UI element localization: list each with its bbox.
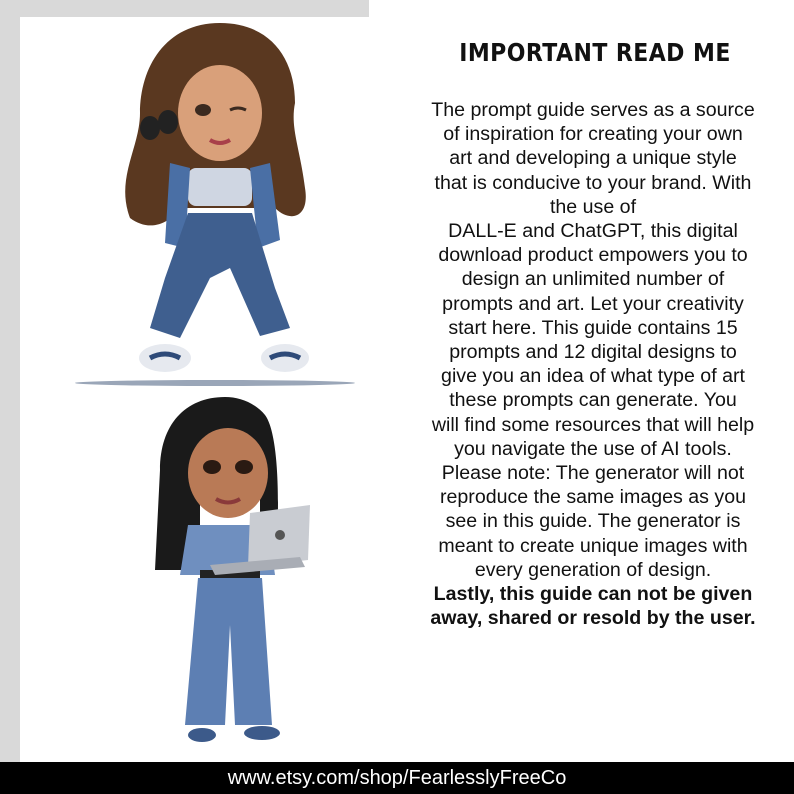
shop-url[interactable]: www.etsy.com/shop/FearlesslyFreeCo <box>227 766 567 789</box>
body-bold-line: away, shared or resold by the user. <box>430 607 756 630</box>
description-text <box>405 98 781 630</box>
body-line: reproduce the same images as you <box>439 486 747 509</box>
page-title: IMPORTANT READ ME <box>459 38 731 67</box>
body-line: that is conducive to your brand. With <box>434 171 752 194</box>
body-line: of inspiration for creating your own <box>443 123 743 146</box>
body-line: give you an idea of what type of art <box>441 365 745 388</box>
top-gray-border <box>0 0 369 17</box>
body-line: DALL-E and ChatGPT, this digital <box>448 220 738 243</box>
body-line: see in this guide. The generator is <box>445 510 741 533</box>
body-line: meant to create unique images with <box>438 534 748 557</box>
body-line: prompts and 12 digital designs to <box>449 341 737 364</box>
body-bold-line: Lastly, this guide can not be given <box>433 583 753 606</box>
body-line: Please note: The generator will not <box>441 462 745 485</box>
body-line: prompts and art. Let your creativity <box>442 292 744 315</box>
left-gray-border <box>0 0 20 762</box>
footer-url-bar <box>0 762 794 794</box>
body-line: you navigate the use of AI tools. <box>454 437 732 460</box>
body-line: download product empowers you to <box>438 244 748 267</box>
body-line: design an unlimited number of <box>461 268 725 291</box>
body-line: these prompts can generate. You <box>449 389 737 412</box>
body-line: every generation of design. <box>474 558 712 581</box>
body-line: art and developing a unique style <box>449 147 737 170</box>
character-illustration-laptop <box>140 395 320 755</box>
body-line: the use of <box>549 195 637 218</box>
character-illustration-sunglasses <box>70 18 360 388</box>
body-line: The prompt guide serves as a source <box>431 99 755 121</box>
body-line: will find some resources that will help <box>431 413 755 436</box>
body-line: start here. This guide contains 15 <box>448 316 738 339</box>
